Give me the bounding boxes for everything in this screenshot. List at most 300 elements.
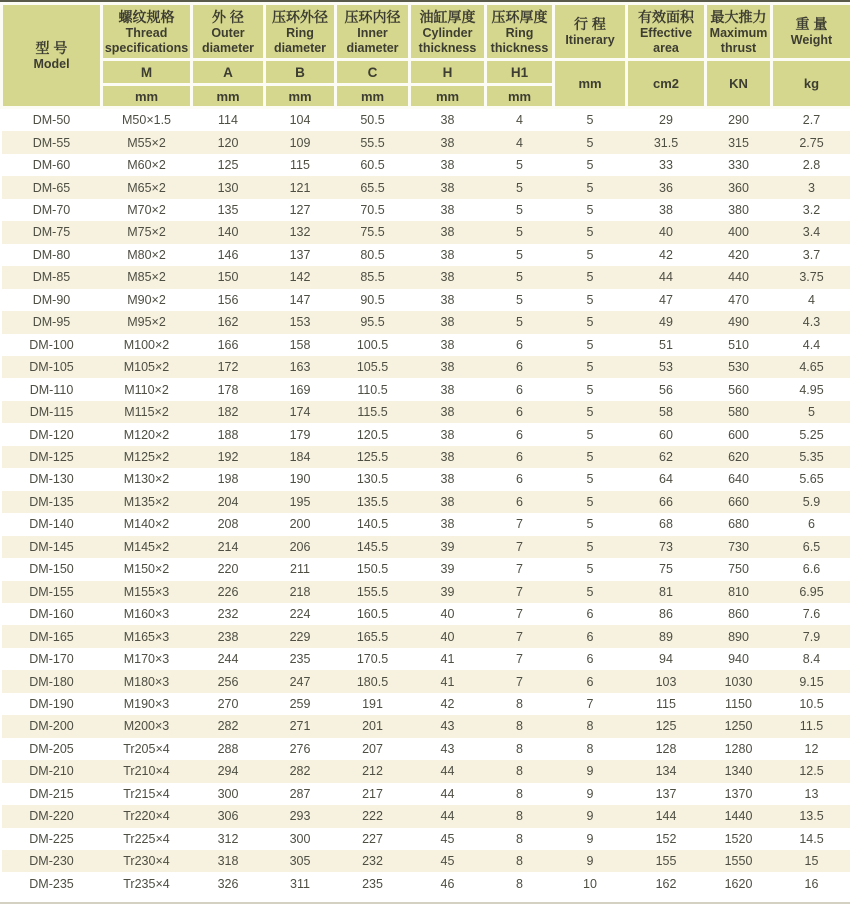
cell-ringt: 7 <box>516 652 523 667</box>
cell-thread: M125×2 <box>123 450 170 465</box>
cell-weight: 5.25 <box>799 427 824 442</box>
column-label-zh: 重 量 <box>795 16 828 32</box>
cell-ringd: 206 <box>289 539 311 554</box>
table-row <box>2 648 850 670</box>
cell-model: DM-235 <box>29 876 74 891</box>
cell-thrust: 530 <box>728 360 749 375</box>
cell-thread: M60×2 <box>127 158 166 173</box>
column-label-en: Outer diameter <box>201 25 255 55</box>
cell-cyl: 38 <box>440 158 455 173</box>
header-row-names <box>2 4 850 60</box>
cell-outer: 244 <box>217 652 239 667</box>
column-label-zh: 压环外径 <box>272 8 328 25</box>
cell-outer: 188 <box>217 427 239 442</box>
cell-model: DM-230 <box>29 854 74 869</box>
cell-itinerary: 8 <box>586 719 594 734</box>
cell-model: DM-85 <box>32 270 71 285</box>
cell-cyl: 44 <box>440 764 455 779</box>
cell-ringd: 169 <box>289 382 311 397</box>
cell-weight: 7.6 <box>802 607 821 622</box>
column-label-en: Thread specifications <box>104 25 189 55</box>
cell-cyl: 38 <box>440 517 455 532</box>
cell-outer: 182 <box>217 405 239 420</box>
table-row <box>2 356 850 378</box>
symbol-inner: C <box>336 60 410 85</box>
unit-maximum-thrust: KN <box>706 60 772 108</box>
cell-inner: 207 <box>362 741 383 756</box>
unit-effective-area: cm2 <box>627 60 706 108</box>
table-row <box>2 266 850 288</box>
cell-area: 53 <box>659 360 673 375</box>
cell-itinerary: 5 <box>586 135 594 150</box>
cell-ringd: 229 <box>289 629 311 644</box>
cell-cyl: 38 <box>440 225 455 240</box>
cell-thread: M200×3 <box>123 719 170 734</box>
cell-thrust: 330 <box>728 158 749 173</box>
cell-itinerary: 9 <box>586 764 594 779</box>
cell-thrust: 560 <box>728 382 749 397</box>
cell-inner: 105.5 <box>356 360 389 375</box>
cell-outer: 150 <box>217 270 239 285</box>
cell-outer: 114 <box>218 113 238 128</box>
cell-area: 60 <box>659 427 673 442</box>
table-row <box>2 760 850 782</box>
cell-thread: M90×2 <box>127 292 166 307</box>
cell-inner: 165.5 <box>356 629 389 644</box>
cell-thrust: 730 <box>728 539 749 554</box>
cell-inner: 217 <box>362 786 383 801</box>
cell-itinerary: 5 <box>586 225 594 240</box>
cell-weight: 5 <box>808 405 815 420</box>
cell-ringt: 8 <box>516 831 523 846</box>
cell-itinerary: 5 <box>586 315 594 330</box>
cell-area: 103 <box>655 674 677 689</box>
cell-cyl: 44 <box>440 786 455 801</box>
cell-inner: 135.5 <box>356 494 389 509</box>
cell-model: DM-105 <box>29 360 74 375</box>
cell-model: DM-75 <box>32 225 71 240</box>
cell-model: DM-120 <box>29 427 74 442</box>
cell-outer: 204 <box>217 494 239 509</box>
cell-cyl: 42 <box>440 697 455 711</box>
cell-area: 94 <box>659 652 673 667</box>
cell-inner: 227 <box>362 831 383 846</box>
column-label-en: Maximum thrust <box>709 25 768 55</box>
table-row <box>2 446 850 468</box>
table-row <box>2 670 850 692</box>
table-row <box>2 401 850 423</box>
unit-weight: kg <box>772 60 850 108</box>
table-row <box>2 625 850 647</box>
cell-thread: M120×2 <box>123 427 170 442</box>
column-label-en: Weight <box>790 33 833 47</box>
table-row <box>2 289 850 311</box>
cell-ringd: 247 <box>289 674 311 689</box>
cell-outer: 318 <box>217 854 239 869</box>
cell-area: 31.5 <box>653 135 679 150</box>
cell-weight: 12.5 <box>799 764 824 779</box>
table-row <box>2 423 850 445</box>
unit-ring-thickness: mm <box>486 85 554 108</box>
cell-ringd: 200 <box>289 517 311 532</box>
cell-ringt: 6 <box>516 405 523 420</box>
cell-thrust: 890 <box>728 629 749 644</box>
cell-outer: 238 <box>217 629 239 644</box>
table-row <box>2 108 850 132</box>
column-label-zh: 油缸厚度 <box>419 8 476 25</box>
cell-cyl: 38 <box>440 382 455 397</box>
cell-area: 62 <box>659 450 673 465</box>
cell-itinerary: 5 <box>586 292 594 307</box>
cell-ringt: 5 <box>516 158 523 173</box>
cell-cyl: 38 <box>440 427 455 442</box>
cell-thread: M50×1.5 <box>122 113 171 128</box>
cell-ringt: 8 <box>516 809 523 824</box>
column-header-itinerary <box>554 4 627 60</box>
cell-area: 36 <box>659 180 673 195</box>
cell-itinerary: 9 <box>586 831 594 846</box>
cell-itinerary: 5 <box>586 270 594 285</box>
table-row <box>2 805 850 827</box>
cell-weight: 3.7 <box>802 247 821 262</box>
cell-itinerary: 6 <box>586 674 594 689</box>
cell-ringd: 293 <box>289 809 311 824</box>
table-row <box>2 738 850 760</box>
cell-model: DM-70 <box>32 203 71 218</box>
cell-cyl: 38 <box>440 113 455 128</box>
cell-cyl: 38 <box>440 315 455 330</box>
cell-cyl: 40 <box>440 629 455 644</box>
cell-area: 47 <box>659 292 673 307</box>
cell-inner: 150.5 <box>356 562 389 577</box>
cell-model: DM-135 <box>29 494 74 509</box>
cell-inner: 212 <box>362 764 383 779</box>
cell-cyl: 38 <box>440 247 455 262</box>
cell-ringd: 147 <box>289 292 311 307</box>
cell-ringd: 300 <box>289 831 311 846</box>
cell-inner: 160.5 <box>356 607 389 622</box>
cell-cyl: 38 <box>440 337 455 352</box>
cell-thread: Tr210×4 <box>123 764 170 779</box>
cell-inner: 110.5 <box>357 382 388 397</box>
cell-thrust: 1440 <box>724 809 753 824</box>
cell-itinerary: 5 <box>586 360 594 375</box>
column-label-en: Model <box>33 57 70 71</box>
table-row <box>2 581 850 603</box>
cell-area: 86 <box>659 607 673 622</box>
symbol-outer: A <box>192 60 265 85</box>
cell-outer: 192 <box>217 450 239 465</box>
cell-thrust: 1250 <box>724 719 753 734</box>
cell-outer: 162 <box>217 315 239 330</box>
cell-cyl: 39 <box>440 539 455 554</box>
cell-ringt: 8 <box>516 719 523 734</box>
cell-weight: 3.75 <box>799 270 824 285</box>
cell-ringd: 158 <box>289 337 311 352</box>
cell-inner: 222 <box>362 809 383 824</box>
cell-thrust: 1150 <box>725 697 752 711</box>
column-header-thread <box>102 4 192 60</box>
cell-weight: 4.95 <box>799 382 824 397</box>
cell-inner: 60.5 <box>360 158 385 173</box>
cell-ringd: 271 <box>289 719 311 734</box>
cell-outer: 208 <box>217 517 239 532</box>
table-row <box>2 536 850 558</box>
cell-itinerary: 5 <box>586 247 594 262</box>
cell-thrust: 440 <box>728 270 749 285</box>
cell-outer: 130 <box>217 180 239 195</box>
cell-inner: 65.5 <box>360 180 385 195</box>
cell-thread: M70×2 <box>127 203 166 218</box>
cell-itinerary: 5 <box>586 472 594 487</box>
cell-thrust: 1620 <box>724 876 753 891</box>
cell-model: DM-205 <box>29 741 74 756</box>
cell-ringd: 224 <box>289 607 311 622</box>
cell-thrust: 510 <box>728 337 749 352</box>
cell-thread: M150×2 <box>123 562 170 577</box>
cell-weight: 4.4 <box>802 337 821 352</box>
cell-itinerary: 5 <box>586 562 594 577</box>
cell-cyl: 40 <box>440 607 455 622</box>
cell-ringt: 7 <box>516 517 523 532</box>
cell-outer: 226 <box>217 584 239 599</box>
cell-thread: Tr220×4 <box>123 809 170 824</box>
cell-area: 56 <box>659 382 673 397</box>
unit-inner: mm <box>336 85 410 108</box>
cell-ringt: 5 <box>516 180 523 195</box>
cell-weight: 10.5 <box>799 697 824 711</box>
cell-weight: 3.2 <box>802 203 821 218</box>
cell-model: DM-165 <box>29 629 74 644</box>
cell-weight: 4 <box>808 292 815 307</box>
cell-model: DM-140 <box>29 517 74 532</box>
cell-ringt: 6 <box>516 360 523 375</box>
cell-thread: M115×2 <box>124 405 169 420</box>
cell-model: DM-220 <box>29 809 74 824</box>
cell-itinerary: 5 <box>586 450 594 465</box>
cell-itinerary: 6 <box>586 629 594 644</box>
table-row <box>2 199 850 221</box>
cell-thread: M55×2 <box>127 135 166 150</box>
column-label-zh: 有效面积 <box>638 8 694 25</box>
cell-itinerary: 6 <box>586 607 594 622</box>
cell-thrust: 490 <box>728 315 749 330</box>
cell-ringd: 184 <box>289 450 311 465</box>
cell-inner: 155.5 <box>356 584 389 599</box>
cell-cyl: 38 <box>440 270 455 285</box>
cell-ringd: 311 <box>290 876 310 891</box>
column-label-en: Effective area <box>639 25 693 55</box>
column-label-zh: 外 径 <box>212 8 244 25</box>
cell-thread: M165×3 <box>123 629 170 644</box>
cell-thrust: 680 <box>728 517 749 532</box>
unit-thread: mm <box>102 85 192 108</box>
cell-cyl: 45 <box>440 831 455 846</box>
cell-model: DM-200 <box>29 719 74 734</box>
cell-model: DM-190 <box>29 697 74 711</box>
cell-weight: 13.5 <box>799 809 824 824</box>
column-label-zh: 型 号 <box>35 40 68 56</box>
symbol-cylinder: H <box>410 60 486 85</box>
cell-ringt: 7 <box>516 607 523 622</box>
column-label-en: Ring thickness <box>490 25 549 55</box>
cell-itinerary: 8 <box>586 741 594 756</box>
cell-ringd: 142 <box>289 270 311 285</box>
cell-thread: Tr230×4 <box>123 854 170 869</box>
cell-thrust: 940 <box>728 652 749 667</box>
cell-cyl: 38 <box>440 472 455 487</box>
column-label-en: Ring diameter <box>273 25 327 55</box>
table-row <box>2 872 850 894</box>
cell-weight: 13 <box>804 786 819 801</box>
cell-cyl: 38 <box>440 135 455 150</box>
cell-weight: 15 <box>804 854 819 869</box>
cell-inner: 201 <box>362 719 383 734</box>
cell-model: DM-155 <box>29 584 74 599</box>
cell-weight: 3.4 <box>802 225 821 240</box>
cell-area: 89 <box>659 629 673 644</box>
table-row <box>2 693 850 715</box>
cell-thread: Tr215×4 <box>123 786 170 801</box>
column-label-en: Inner diameter <box>346 25 399 55</box>
cell-cyl: 43 <box>440 741 455 756</box>
cell-ringt: 7 <box>516 629 523 644</box>
cell-inner: 140.5 <box>356 517 389 532</box>
cell-ringd: 132 <box>289 225 311 240</box>
cell-thrust: 750 <box>728 562 749 577</box>
cell-weight: 2.7 <box>802 113 821 128</box>
cell-outer: 306 <box>217 809 239 824</box>
cell-inner: 95.5 <box>360 315 385 330</box>
cell-ringd: 163 <box>289 360 311 375</box>
cell-ringt: 5 <box>516 315 523 330</box>
cell-weight: 6 <box>808 517 815 532</box>
cell-cyl: 38 <box>440 450 455 465</box>
cell-inner: 170.5 <box>356 652 389 667</box>
cell-outer: 326 <box>217 876 239 891</box>
cell-model: DM-150 <box>29 562 74 577</box>
cell-ringt: 8 <box>516 741 523 756</box>
cell-area: 68 <box>659 517 673 532</box>
cell-ringt: 8 <box>516 854 523 869</box>
cell-ringt: 6 <box>516 427 523 442</box>
cell-outer: 270 <box>217 697 239 711</box>
cell-thrust: 580 <box>728 405 749 420</box>
cell-ringt: 5 <box>516 225 523 240</box>
cell-thread: Tr225×4 <box>123 831 170 846</box>
table-row <box>2 221 850 243</box>
cell-ringd: 127 <box>289 203 311 218</box>
cell-itinerary: 9 <box>586 786 594 801</box>
cell-ringd: 235 <box>289 652 311 667</box>
cell-model: DM-170 <box>29 652 74 667</box>
cell-itinerary: 9 <box>586 854 594 869</box>
cell-outer: 178 <box>217 382 239 397</box>
cell-inner: 115.5 <box>357 405 388 420</box>
cell-outer: 294 <box>217 764 239 779</box>
cell-area: 33 <box>659 158 673 173</box>
cell-inner: 180.5 <box>356 674 389 689</box>
cell-thread: M160×3 <box>123 607 170 622</box>
cell-inner: 145.5 <box>356 539 389 554</box>
cell-model: DM-80 <box>32 247 71 262</box>
cell-thread: M100×2 <box>123 337 170 352</box>
cell-inner: 75.5 <box>360 225 385 240</box>
cell-ringd: 174 <box>289 405 311 420</box>
cell-outer: 214 <box>217 539 239 554</box>
column-header-outer-diameter <box>192 4 265 60</box>
cell-weight: 5.35 <box>799 450 824 465</box>
symbol-ring-diameter: B <box>265 60 336 85</box>
column-header-effective-area <box>627 4 706 60</box>
table-row <box>2 154 850 176</box>
table-row <box>2 334 850 356</box>
column-header-maximum-thrust <box>706 4 772 60</box>
cell-cyl: 43 <box>440 719 455 734</box>
cell-outer: 120 <box>217 135 239 150</box>
cell-ringd: 305 <box>289 854 311 869</box>
cell-ringt: 4 <box>516 113 523 128</box>
table-row <box>2 558 850 580</box>
cell-model: DM-55 <box>32 135 71 150</box>
cell-model: DM-65 <box>32 180 71 195</box>
cell-model: DM-100 <box>29 337 74 352</box>
cell-outer: 288 <box>217 741 239 756</box>
cell-inner: 55.5 <box>360 135 385 150</box>
cell-ringd: 282 <box>289 764 311 779</box>
column-label-zh: 压环内径 <box>344 8 401 25</box>
cell-area: 128 <box>655 741 677 756</box>
cell-weight: 5.9 <box>802 494 821 509</box>
cell-thread: M110×2 <box>124 382 169 397</box>
cell-thread: M135×2 <box>123 494 170 509</box>
cell-area: 134 <box>655 764 677 779</box>
cell-cyl: 39 <box>440 584 455 599</box>
cell-ringt: 6 <box>516 494 523 509</box>
cell-inner: 50.5 <box>360 113 385 128</box>
cell-thrust: 1030 <box>724 674 753 689</box>
cell-thread: M130×2 <box>123 472 170 487</box>
cell-weight: 6.95 <box>799 584 824 599</box>
cell-thread: M95×2 <box>127 315 166 330</box>
table-row <box>2 491 850 513</box>
cell-inner: 130.5 <box>356 472 389 487</box>
cell-thread: M85×2 <box>127 270 166 285</box>
cell-ringd: 115 <box>290 158 310 173</box>
cell-cyl: 45 <box>440 854 455 869</box>
cell-ringt: 8 <box>516 786 523 801</box>
cell-thrust: 1550 <box>724 854 753 869</box>
header-row-symbols <box>2 60 850 85</box>
cell-area: 137 <box>655 786 677 801</box>
cell-model: DM-215 <box>29 786 74 801</box>
cell-thrust: 470 <box>728 292 749 307</box>
cell-ringt: 7 <box>516 562 523 577</box>
cell-thrust: 420 <box>728 247 749 262</box>
cell-ringd: 179 <box>289 427 311 442</box>
cell-inner: 232 <box>362 854 383 869</box>
spec-table-header <box>2 4 850 108</box>
cell-itinerary: 5 <box>586 405 594 420</box>
cell-inner: 191 <box>362 697 383 711</box>
cell-weight: 8.4 <box>802 652 821 667</box>
cell-ringd: 276 <box>289 741 311 756</box>
cell-area: 40 <box>659 225 673 240</box>
cell-inner: 120.5 <box>356 427 389 442</box>
column-label-zh: 压环厚度 <box>491 8 548 25</box>
cell-ringt: 5 <box>516 203 523 218</box>
cell-model: DM-180 <box>29 674 74 689</box>
